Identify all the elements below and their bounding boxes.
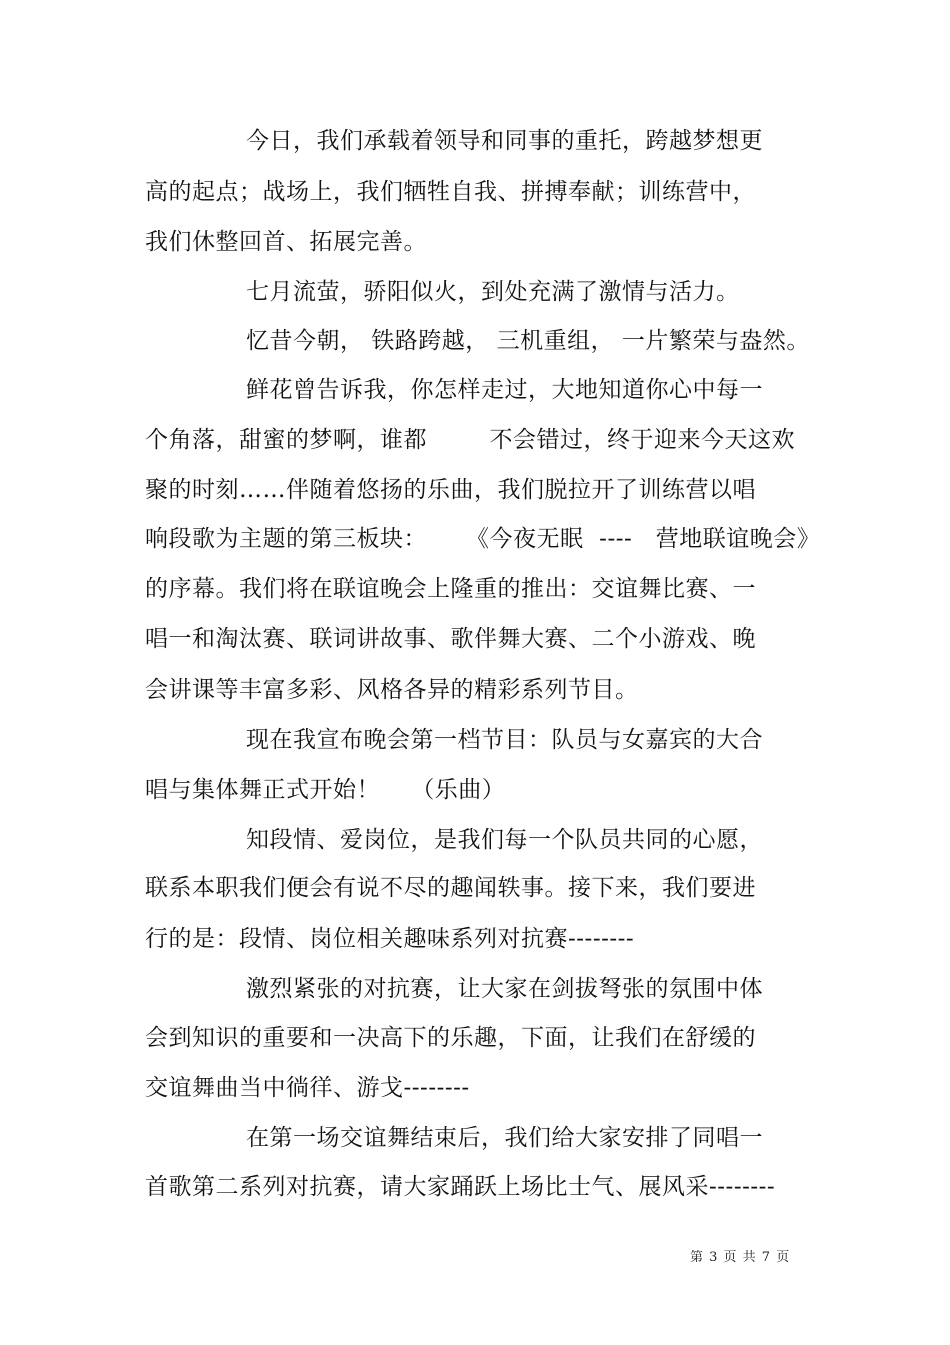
text-line: 响段歌为主题的第三板块： 《今夜无眠 ---- 营地联谊晚会》 (145, 526, 821, 552)
text-line: 现在我宣布晚会第一档节目：队员与女嘉宾的大合 (246, 727, 763, 753)
text-line: 会到知识的重要和一决高下的乐趣，下面，让我们在舒缓的 (145, 1025, 756, 1051)
text-line: 会讲课等丰富多彩、风格各异的精彩系列节目。 (145, 677, 639, 703)
text-line: 在第一场交谊舞结束后，我们给大家安排了同唱一 (246, 1125, 763, 1151)
text-line: 的序幕。我们将在联谊晚会上隆重的推出：交谊舞比赛、一 (145, 576, 756, 602)
text-line: 聚的时刻……伴随着悠扬的乐曲，我们脱拉开了训练营以唱 (145, 477, 756, 503)
text-line: 忆昔今朝， 铁路跨越， 三机重组， 一片繁荣与盎然。 (246, 328, 810, 354)
text-line: 首歌第二系列对抗赛，请大家踊跃上场比士气、展风采-------- (145, 1174, 776, 1200)
text-line: 行的是：段情、岗位相关趣味系列对抗赛-------- (145, 926, 635, 952)
text-line: 唱与集体舞正式开始！ （乐曲） (145, 777, 506, 803)
text-line: 鲜花曾告诉我，你怎样走过，大地知道你心中每一 (246, 377, 763, 403)
text-line: 今日，我们承载着领导和同事的重托，跨越梦想更 (246, 128, 763, 154)
text-line: 知段情、爱岗位，是我们每一个队员共同的心愿， (246, 827, 763, 853)
text-line: 我们休整回首、拓展完善。 (145, 229, 427, 255)
text-line: 个角落，甜蜜的梦啊，谁都 不会错过，终于迎来今天这欢 (145, 427, 795, 453)
text-line: 激烈紧张的对抗赛，让大家在剑拔弩张的氛围中体 (246, 976, 763, 1002)
text-line: 七月流萤，骄阳似火，到处充满了激情与活力。 (246, 279, 740, 305)
text-line: 联系本职我们便会有说不尽的趣闻轶事。接下来，我们要进 (145, 875, 756, 901)
text-line: 高的起点；战场上，我们牺牲自我、拼搏奉献；训练营中， (145, 179, 756, 205)
page-number-footer: 第 3 页 共 7 页 (690, 1250, 791, 1265)
text-line: 唱一和淘汰赛、联词讲故事、歌伴舞大赛、二个小游戏、晚 (145, 626, 756, 652)
text-line: 交谊舞曲当中徜徉、游戈-------- (145, 1075, 470, 1101)
